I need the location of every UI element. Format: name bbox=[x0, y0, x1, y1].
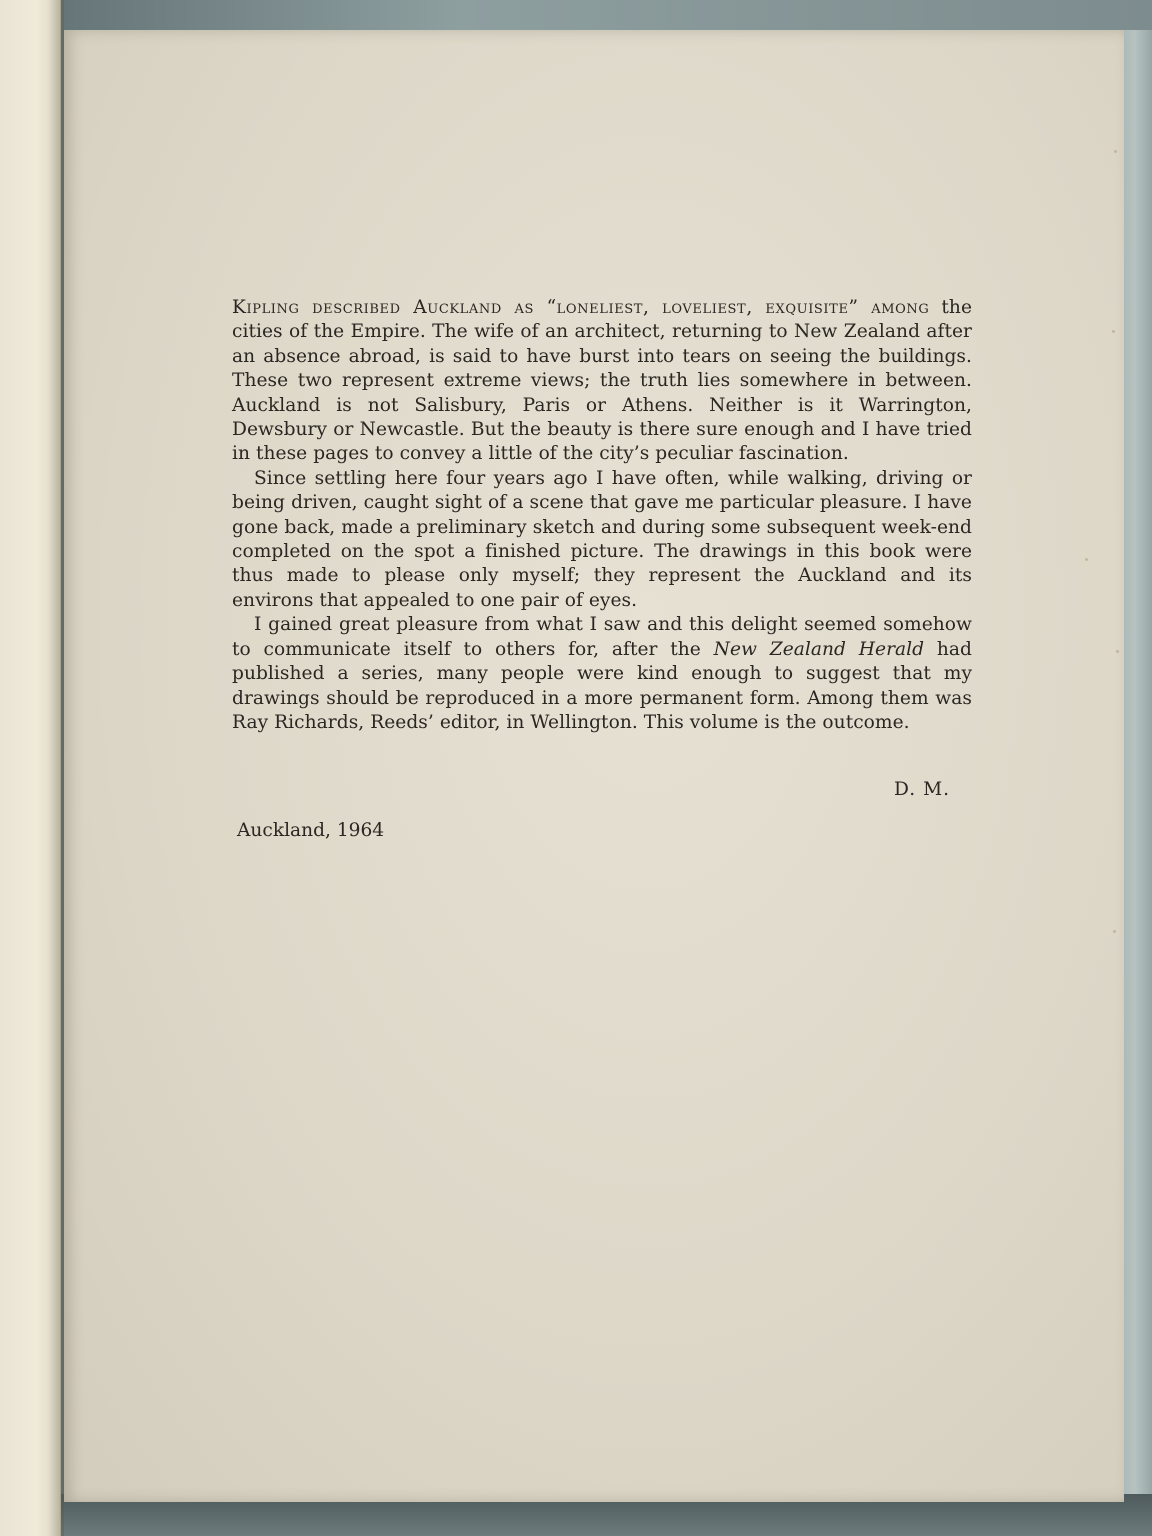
foxing-spot bbox=[1112, 330, 1115, 333]
foxing-spot bbox=[1116, 650, 1119, 653]
paragraph-1-text: the cities of the Empire. The wife of an architect, returning to New Zealand after an absence abroad, is said to have burst into tears on seeing the buildings. These two represent extreme views; the truth lies somewhere in between. Auckland is not Salisbury, Paris or Athens. Neither is it Warrington, Dewsbury or Newcastle. But the beauty is there sure enough and I have tried in these pages to convey a little of the city’s peculiar fascination. bbox=[232, 297, 972, 465]
preface-paragraph-3 bbox=[232, 613, 972, 735]
right-page bbox=[64, 30, 1124, 1502]
foxing-spot bbox=[1113, 930, 1116, 933]
newspaper-title: New Zealand Herald bbox=[713, 638, 925, 660]
preface-paragraph-2: Since settling here four years ago I have often, while walking, driving or being driven, caught sight of a scene that gave me particular pleasure. I have gone back, made a preliminary sketch and during some subsequent week-end completed on the spot a finished picture. The drawings in this book were thus made to please only myself; they represent the Auckland and its environs that appealed to one pair of eyes. bbox=[232, 467, 972, 611]
gutter-shadow bbox=[48, 0, 64, 1536]
preface-text bbox=[232, 296, 972, 735]
author-initials: D. M. bbox=[894, 779, 951, 800]
foxing-spot bbox=[1114, 150, 1117, 153]
paragraph-3-text-before: I gained great pleasure from what I saw and this delight seemed somehow to communicate itself to others for, after the bbox=[232, 614, 972, 660]
opening-smallcaps: Kipling described Auckland as “loneliest, loveliest, exquisite” among bbox=[232, 297, 930, 318]
place-and-date: Auckland, 1964 bbox=[237, 820, 385, 841]
preface-paragraph-1 bbox=[232, 296, 972, 467]
foxing-spot bbox=[1085, 558, 1088, 561]
paragraph-3-text-after: had published a series, many people were kind enough to suggest that my drawings should be reproduced in a more permanent form. Among them was Ray Richards, Reeds’ editor, in Wellington. This volume is the outcome. bbox=[232, 638, 972, 733]
